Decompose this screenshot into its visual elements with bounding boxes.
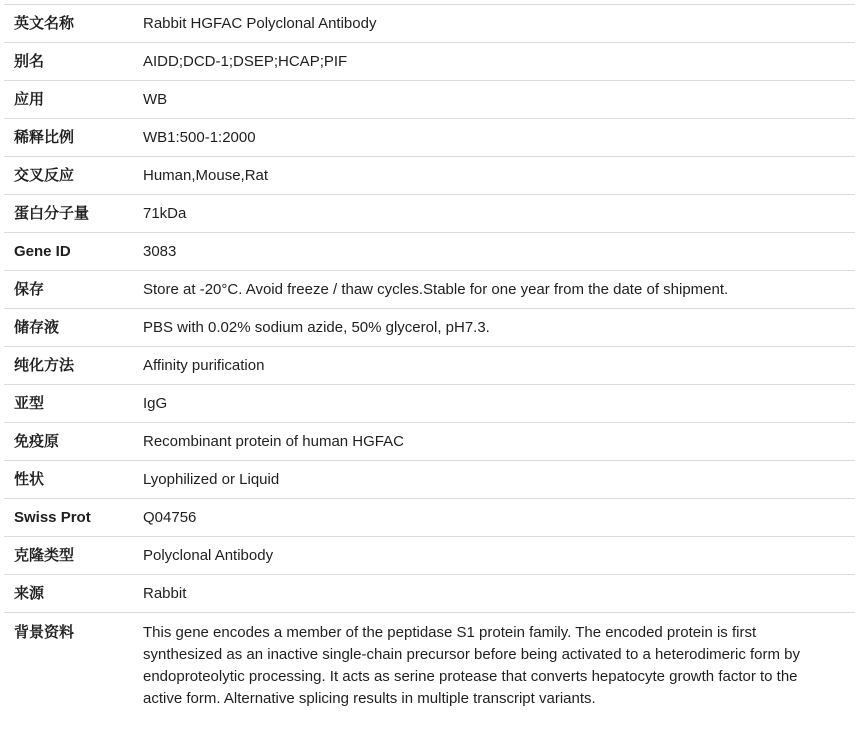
row-label: 免疫原 bbox=[14, 432, 60, 450]
row-value-cell bbox=[143, 309, 855, 347]
table-row bbox=[4, 5, 855, 43]
table-row bbox=[4, 157, 855, 195]
table-row bbox=[4, 461, 855, 499]
row-value: WB1:500-1:2000 bbox=[143, 128, 256, 146]
row-value: 3083 bbox=[143, 242, 177, 260]
product-spec-section bbox=[4, 4, 855, 719]
row-label: 蛋白分子量 bbox=[14, 204, 90, 222]
row-label: 保存 bbox=[14, 280, 45, 298]
table-row bbox=[4, 81, 855, 119]
table-row bbox=[4, 423, 855, 461]
row-value-cell bbox=[143, 5, 855, 43]
table-row bbox=[4, 347, 855, 385]
row-label: 背景资料 bbox=[14, 624, 75, 641]
row-label: 亚型 bbox=[14, 394, 45, 412]
row-value-cell bbox=[143, 43, 855, 81]
row-value: AIDD;DCD-1;DSEP;HCAP;PIF bbox=[143, 52, 348, 70]
row-label: Swiss Prot bbox=[14, 508, 91, 526]
row-label: Gene ID bbox=[14, 242, 71, 260]
row-label: 稀释比例 bbox=[14, 128, 75, 146]
row-value-cell bbox=[143, 347, 855, 385]
row-value: 71kDa bbox=[143, 204, 187, 222]
row-value-cell bbox=[143, 461, 855, 499]
row-value-cell bbox=[143, 385, 855, 423]
row-value-cell bbox=[143, 81, 855, 119]
row-value-cell bbox=[143, 613, 855, 720]
row-label: 来源 bbox=[14, 584, 45, 602]
row-label: 性状 bbox=[14, 470, 45, 488]
row-value: Lyophilized or Liquid bbox=[143, 470, 280, 488]
row-value: Rabbit bbox=[143, 584, 187, 602]
row-label: 储存液 bbox=[14, 318, 60, 336]
row-label: 应用 bbox=[14, 90, 45, 108]
table-row bbox=[4, 233, 855, 271]
row-label: 英文名称 bbox=[14, 14, 75, 32]
row-value-cell bbox=[143, 157, 855, 195]
table-row bbox=[4, 575, 855, 613]
row-value: Store at -20°C. Avoid freeze / thaw cycles.Stable for one year from the date of shipment. bbox=[143, 280, 729, 298]
product-spec-table bbox=[4, 4, 855, 719]
row-value: Rabbit HGFAC Polyclonal Antibody bbox=[143, 14, 377, 32]
table-row bbox=[4, 195, 855, 233]
row-value: Human,Mouse,Rat bbox=[143, 166, 269, 184]
table-row bbox=[4, 499, 855, 537]
table-row bbox=[4, 43, 855, 81]
table-row bbox=[4, 537, 855, 575]
row-value: Polyclonal Antibody bbox=[143, 546, 274, 564]
row-value: This gene encodes a member of the peptidase S1 protein family. The encoded protein is first synthesized as an inactive single-chain precursor before being activated to a heterodimeric form by endoproteolytic processing. It acts as serine protease that converts hepatocyte growth factor to the active form. Alternative splicing results in multiple transcript variants. bbox=[143, 624, 801, 707]
row-value: PBS with 0.02% sodium azide, 50% glycerol, pH7.3. bbox=[143, 318, 490, 336]
row-value-cell bbox=[143, 119, 855, 157]
row-value: WB bbox=[143, 90, 168, 108]
spec-table-body bbox=[4, 5, 855, 720]
table-row bbox=[4, 271, 855, 309]
row-label: 克隆类型 bbox=[14, 546, 75, 564]
row-value-cell bbox=[143, 575, 855, 613]
row-value-cell bbox=[143, 423, 855, 461]
row-value-cell bbox=[143, 271, 855, 309]
row-value: Affinity purification bbox=[143, 356, 265, 374]
table-row bbox=[4, 119, 855, 157]
row-value-cell bbox=[143, 233, 855, 271]
row-label: 别名 bbox=[14, 52, 45, 70]
row-value: Recombinant protein of human HGFAC bbox=[143, 432, 404, 450]
row-value: Q04756 bbox=[143, 508, 197, 526]
row-value: IgG bbox=[143, 394, 168, 412]
row-label: 交叉反应 bbox=[14, 166, 75, 184]
row-value-cell bbox=[143, 499, 855, 537]
table-row bbox=[4, 309, 855, 347]
table-row bbox=[4, 385, 855, 423]
row-value-cell bbox=[143, 195, 855, 233]
row-value-cell bbox=[143, 537, 855, 575]
table-row bbox=[4, 613, 855, 720]
row-label: 纯化方法 bbox=[14, 356, 75, 374]
